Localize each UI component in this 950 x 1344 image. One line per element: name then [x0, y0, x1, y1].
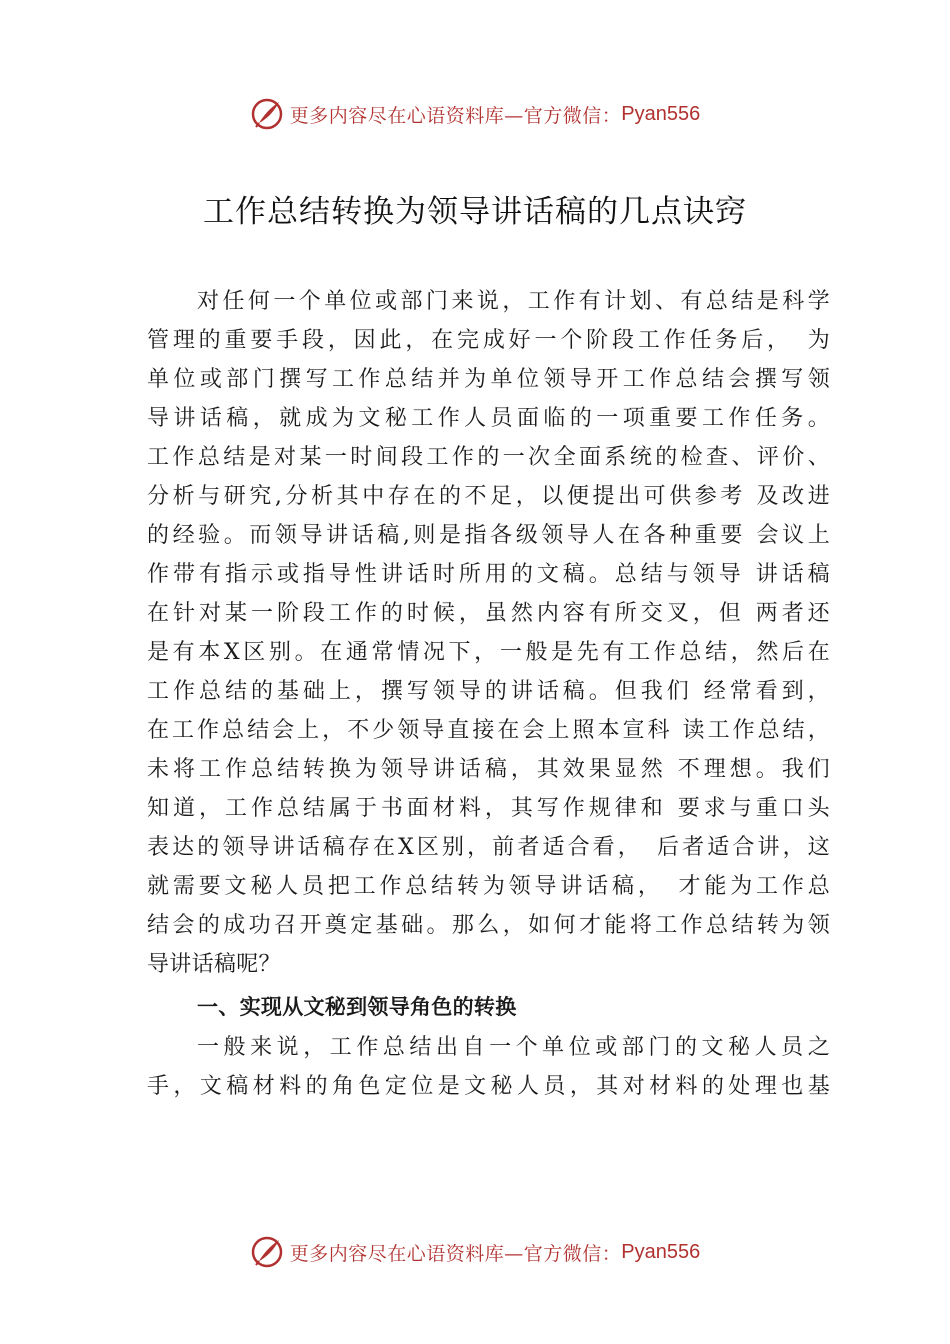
paragraph-1-line: 表达的领导讲话稿存在X区别，前者适合看， 后者适合讲，这 — [147, 835, 830, 860]
paragraph-1-line: 作带有指示或指导性讲话时所用的文稿。总结与领导 讲话稿 — [147, 562, 830, 587]
paragraph-1-line: 在工作总结会上，不少领导直接在会上照本宣科 读工作总结， — [147, 718, 830, 743]
section-1-heading: 一、实现从文秘到领导角色的转换 — [197, 995, 517, 1019]
paragraph-1-line: 单位或部门撰写工作总结并为单位领导开工作总结会撰写领 — [147, 367, 830, 392]
document-title: 工作总结转换为领导讲话稿的几点诀窍 — [203, 194, 747, 230]
watermark-banner-bottom — [0, 1232, 950, 1272]
document-body — [147, 282, 830, 1106]
paragraph-1-line: 导讲话稿，就成为文秘工作人员面临的一项重要工作任务。 — [147, 406, 830, 431]
watermark-banner-top — [0, 94, 950, 134]
paragraph-1-line: 分析与研究,分析其中存在的不足，以便提出可供参考 及改进 — [147, 484, 830, 509]
watermark-wechat-handle: Pyan556 — [621, 1240, 701, 1263]
watermark-text: 更多内容尽在心语资料库—官方微信： — [289, 1242, 622, 1265]
paragraph-1-line: 就需要文秘人员把工作总结转为领导讲话稿， 才能为工作总 — [147, 874, 830, 899]
paragraph-1-line: 是有本X区别。在通常情况下，一般是先有工作总结，然后在 — [147, 640, 830, 665]
paragraph-1-line: 工作总结的基础上，撰写领导的讲话稿。但我们 经常看到， — [147, 679, 830, 704]
paragraph-1-line: 管理的重要手段，因此，在完成好一个阶段工作任务后， 为 — [147, 328, 830, 353]
paragraph-1-line: 工作总结是对某一时间段工作的一次全面系统的检查、评价、 — [147, 445, 830, 470]
paragraph-1-line: 的经验。而领导讲话稿,则是指各级领导人在各种重要 会议上 — [147, 523, 830, 548]
paragraph-1-line: 导讲话稿呢？ — [147, 952, 281, 977]
quill-logo-icon — [250, 97, 284, 131]
paragraph-1-line: 知道，工作总结属于书面材料，其写作规律和 要求与重口头 — [147, 796, 830, 821]
paragraph-1-line: 在针对某一阶段工作的时候，虽然内容有所交叉，但 两者还 — [147, 601, 830, 626]
paragraph-2-line: 手，文稿材料的角色定位是文秘人员，其对材料的处理也基 — [147, 1074, 830, 1099]
paragraph-1-line: 结会的成功召开奠定基础。那么，如何才能将工作总结转为领 — [147, 913, 830, 938]
paragraph-1-line: 未将工作总结转换为领导讲话稿，其效果显然 不理想。我们 — [147, 757, 830, 782]
quill-logo-icon — [250, 1235, 284, 1269]
watermark-wechat-handle: Pyan556 — [621, 102, 701, 125]
paragraph-2-line: 一般来说，工作总结出自一个单位或部门的文秘人员之 — [197, 1035, 830, 1060]
paragraph-1-line: 对任何一个单位或部门来说，工作有计划、有总结是科学 — [197, 289, 830, 314]
watermark-text: 更多内容尽在心语资料库—官方微信： — [289, 104, 622, 127]
